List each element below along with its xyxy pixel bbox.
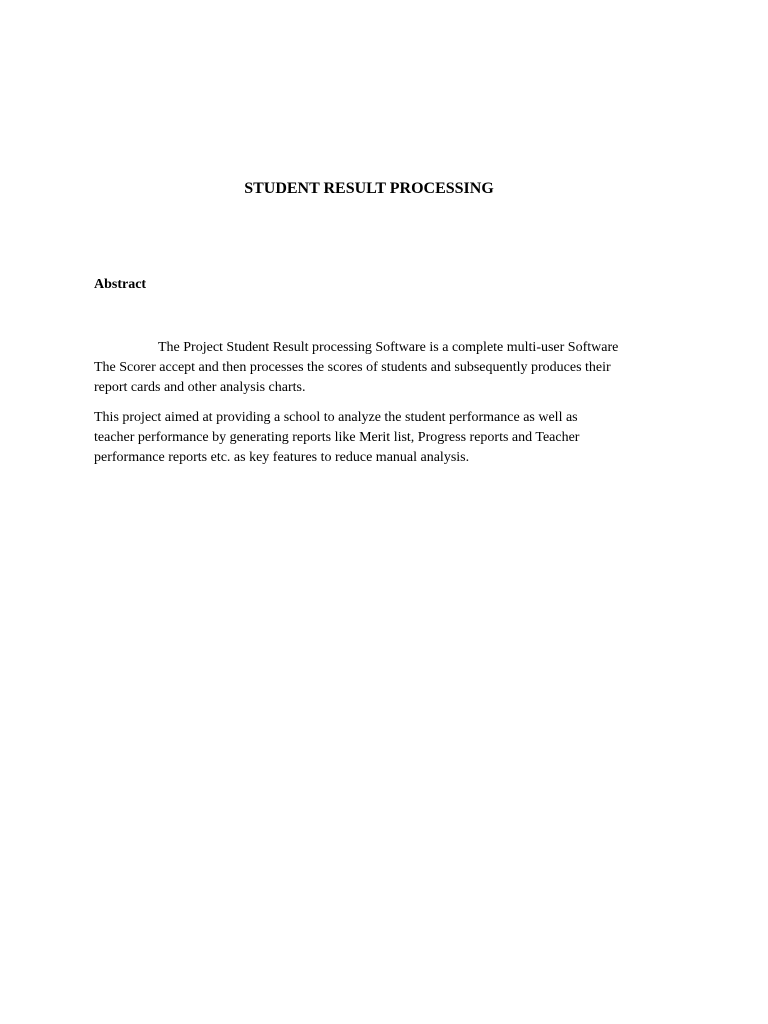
paragraph-line: This project aimed at providing a school to analyze the student performance as well as <box>94 410 578 425</box>
paragraph-line: teacher performance by generating reports like Merit list, Progress reports and Teacher <box>94 430 580 445</box>
paragraph-line: The Project Student Result processing Software is a complete multi-user Software <box>158 340 619 355</box>
abstract-paragraph-2 <box>94 408 674 468</box>
paragraph-line: report cards and other analysis charts. <box>94 380 306 395</box>
abstract-paragraph-1 <box>94 338 674 398</box>
abstract-heading: Abstract <box>94 277 147 292</box>
paragraph-line: The Scorer accept and then processes the scores of students and subsequently produces their <box>94 360 611 375</box>
document-title: STUDENT RESULT PROCESSING <box>244 180 494 197</box>
paragraph-line: performance reports etc. as key features to reduce manual analysis. <box>94 450 470 465</box>
